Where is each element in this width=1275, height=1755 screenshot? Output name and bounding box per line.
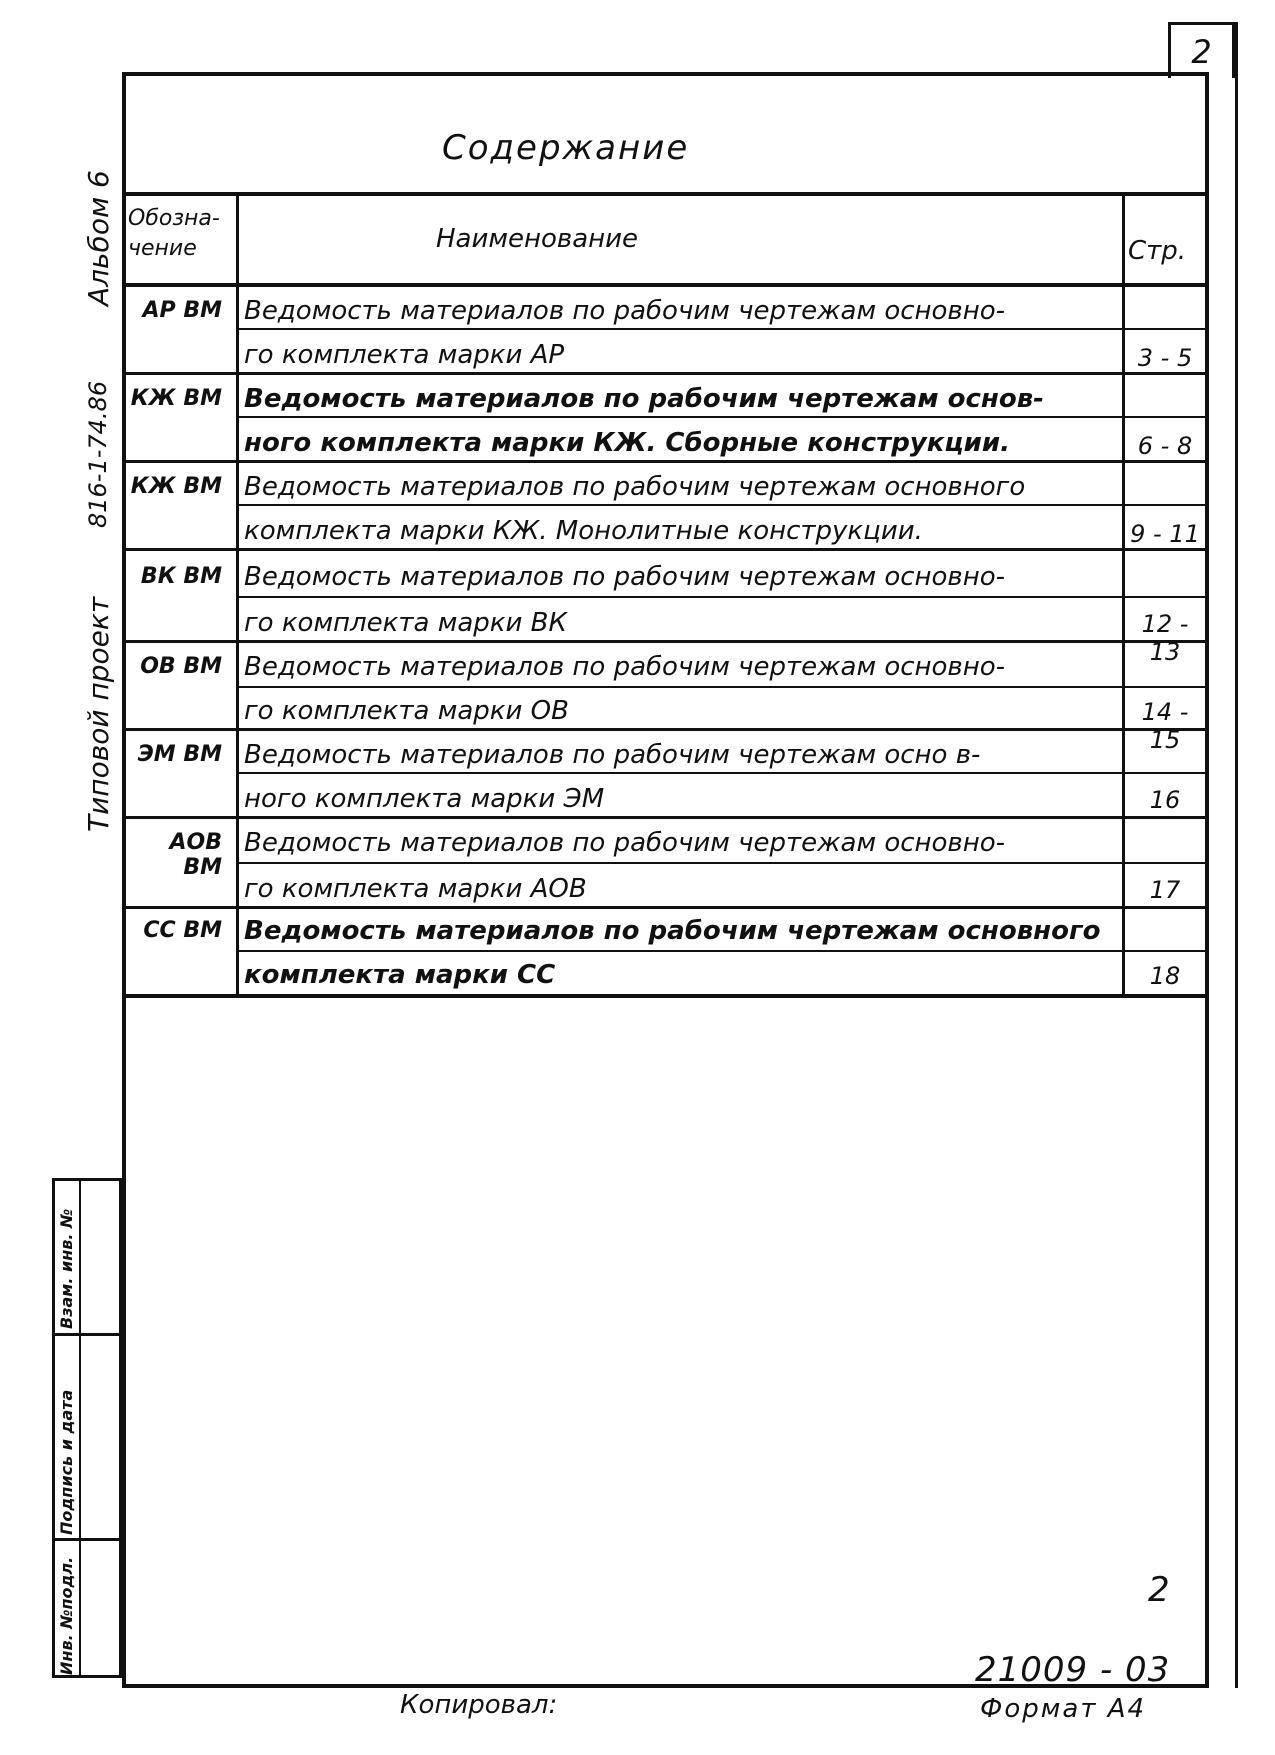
row-page: 6 - 8 xyxy=(1137,432,1193,460)
sheet-number-box xyxy=(1168,22,1235,78)
row-name-line2: го комплекта марки АОВ xyxy=(244,874,587,904)
row-half-line xyxy=(236,416,1209,418)
row-line xyxy=(122,906,1209,909)
row-name-line1: Ведомость материалов по рабочим чертежам основно- xyxy=(244,562,1006,592)
row-line xyxy=(122,372,1209,375)
header-divider xyxy=(122,283,1209,287)
row-name-line1: Ведомость материалов по рабочим чертежам основно- xyxy=(244,828,1006,858)
row-line xyxy=(122,816,1209,819)
row-name-line2: ного комплекта марки КЖ. Сборные конструкции. xyxy=(244,428,1010,458)
row-half-line xyxy=(236,686,1209,688)
side-album: Альбом 6 xyxy=(82,170,115,306)
header-page: Стр. xyxy=(1128,236,1187,266)
document-code: 21009 - 03 xyxy=(975,1650,1171,1690)
row-line xyxy=(122,460,1209,463)
row-name-line2: го комплекта марки ОВ xyxy=(244,696,569,726)
row-code: СС ВМ xyxy=(143,918,222,943)
stamp-divider xyxy=(55,1333,119,1336)
row-half-line xyxy=(236,504,1209,506)
sheet-number: 2 xyxy=(1191,32,1212,71)
row-page: 12 - 13 xyxy=(1141,610,1189,666)
copied-by-label: Копировал: xyxy=(400,1690,558,1720)
format-label: Формат А4 xyxy=(980,1694,1147,1724)
header-designation-line1: Обозна- xyxy=(128,206,220,231)
row-page: 18 xyxy=(1149,962,1181,990)
row-code: ВК ВМ xyxy=(140,564,222,589)
page-title: Содержание xyxy=(442,128,690,168)
row-line xyxy=(122,728,1209,731)
row-name-line2: комплекта марки СС xyxy=(244,960,556,990)
row-name-line2: го комплекта марки ВК xyxy=(244,608,567,638)
stamp-divider xyxy=(55,1538,119,1541)
row-code: КЖ ВМ xyxy=(130,386,222,411)
row-half-line xyxy=(236,772,1209,774)
header-designation-line2: чение xyxy=(128,236,197,261)
row-line xyxy=(122,640,1209,643)
row-name-line1: Ведомость материалов по рабочим чертежам основного xyxy=(244,472,1026,502)
row-code: КЖ ВМ xyxy=(130,474,222,499)
row-name-line2: комплекта марки КЖ. Монолитные конструкции. xyxy=(244,516,923,546)
row-half-line xyxy=(236,862,1209,864)
row-page: 17 xyxy=(1149,876,1181,904)
row-half-line xyxy=(236,950,1209,952)
row-half-line xyxy=(236,596,1209,598)
side-project: Типовой проект xyxy=(82,596,115,832)
side-code: 816-1-74.86 xyxy=(84,380,112,528)
sheet-border-right xyxy=(1235,22,1238,1688)
row-page: 9 - 11 xyxy=(1130,520,1200,548)
row-line xyxy=(122,548,1209,551)
row-code: АР ВМ xyxy=(142,298,222,323)
stamp-sign: Подпись и дата xyxy=(57,1389,76,1535)
row-code: ЭМ ВМ xyxy=(137,742,222,767)
stamp-vzam: Взам. инв. № xyxy=(57,1208,76,1329)
row-page: 16 xyxy=(1149,786,1181,814)
row-code: ОВ ВМ xyxy=(140,654,222,679)
row-name-line1: Ведомость материалов по рабочим чертежам основно- xyxy=(244,652,1006,682)
row-name-line1: Ведомость материалов по рабочим чертежам основного xyxy=(244,916,1101,946)
row-name-line2: ного комплекта марки ЭМ xyxy=(244,784,605,814)
row-name-line1: Ведомость материалов по рабочим чертежам основно- xyxy=(244,296,1006,326)
header-name: Наименование xyxy=(436,224,639,254)
header-designation xyxy=(128,204,220,264)
row-page: 14 - 15 xyxy=(1141,698,1189,754)
row-name-line1: Ведомость материалов по рабочим чертежам осно в- xyxy=(244,740,981,770)
footer-page-number: 2 xyxy=(1148,1570,1170,1610)
stamp-inv: Инв. №подл. xyxy=(57,1556,76,1675)
row-name-line2: го комплекта марки АР xyxy=(244,340,565,370)
row-code: АОВ ВМ xyxy=(169,830,222,880)
row-page: 3 - 5 xyxy=(1137,344,1193,372)
table-bottom xyxy=(122,994,1209,998)
row-name-line1: Ведомость материалов по рабочим чертежам основ- xyxy=(244,384,1044,414)
title-block xyxy=(122,72,1209,196)
approval-stamp xyxy=(52,1178,122,1678)
row-half-line xyxy=(236,328,1209,330)
